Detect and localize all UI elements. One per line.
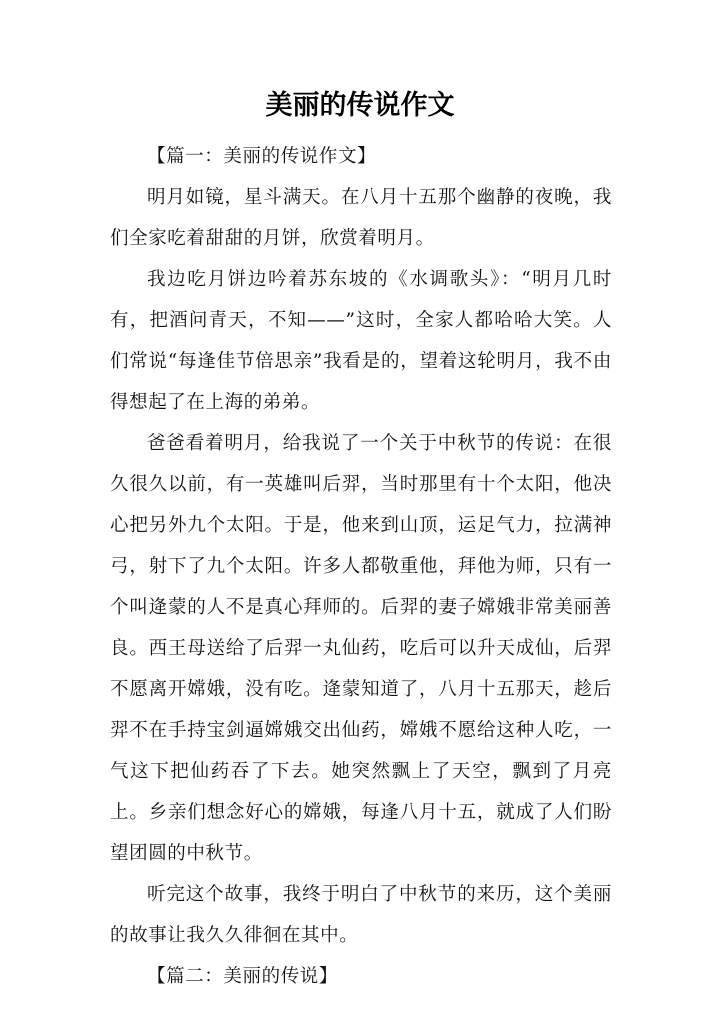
paragraph-2: 我边吃月饼边吟着苏东坡的《水调歌头》：“明月几时有，把酒问青天，不知——”这时，全家人都哈哈大笑。人们常说“每逢佳节倍思亲”我看是的，望着这轮明月，我不由得想起了在上海的弟弟。 (110, 269, 612, 413)
paragraph-1: 明月如镜，星斗满天。在八月十五那个幽静的夜晚，我们全家吃着甜甜的月饼，欣赏着明月。 (110, 187, 612, 249)
paragraph-3: 爸爸看着明月，给我说了一个关于中秋节的传说：在很久很久以前，有一英雄叫后羿，当时那里有十个太阳，他决心把另外九个太阳。于是，他来到山顶，运足气力，拉满神弓，射下了九个太阳。许多人都敬重他，拜他为师，只有一个叫逄蒙的人不是真心拜师的。后羿的妻子嫦娥非常美丽善良。西王母送给了后羿一丸仙药，吃后可以升天成仙，后羿不愿离开嫦娥，没有吃。逄蒙知道了，八月十五那天，趁后羿不在手持宝剑逼嫦娥交出仙药，嫦娥不愿给这种人吃，一气这下把仙药吞了下去。她突然飘上了天空，飘到了月亮上。乡亲们想念好心的嫦娥，每逢八月十五，就成了人们盼望团圆的中秋节。 (110, 433, 612, 864)
section-heading-2: 【篇二：美丽的传说】 (147, 966, 339, 987)
paragraph-4: 听完这个故事，我终于明白了中秋节的来历，这个美丽的故事让我久久徘徊在其中。 (110, 884, 612, 946)
section-heading-1: 【篇一：美丽的传说作文】 (147, 146, 377, 167)
document-body (110, 136, 612, 997)
document-title: 美丽的传说作文 (265, 90, 455, 121)
